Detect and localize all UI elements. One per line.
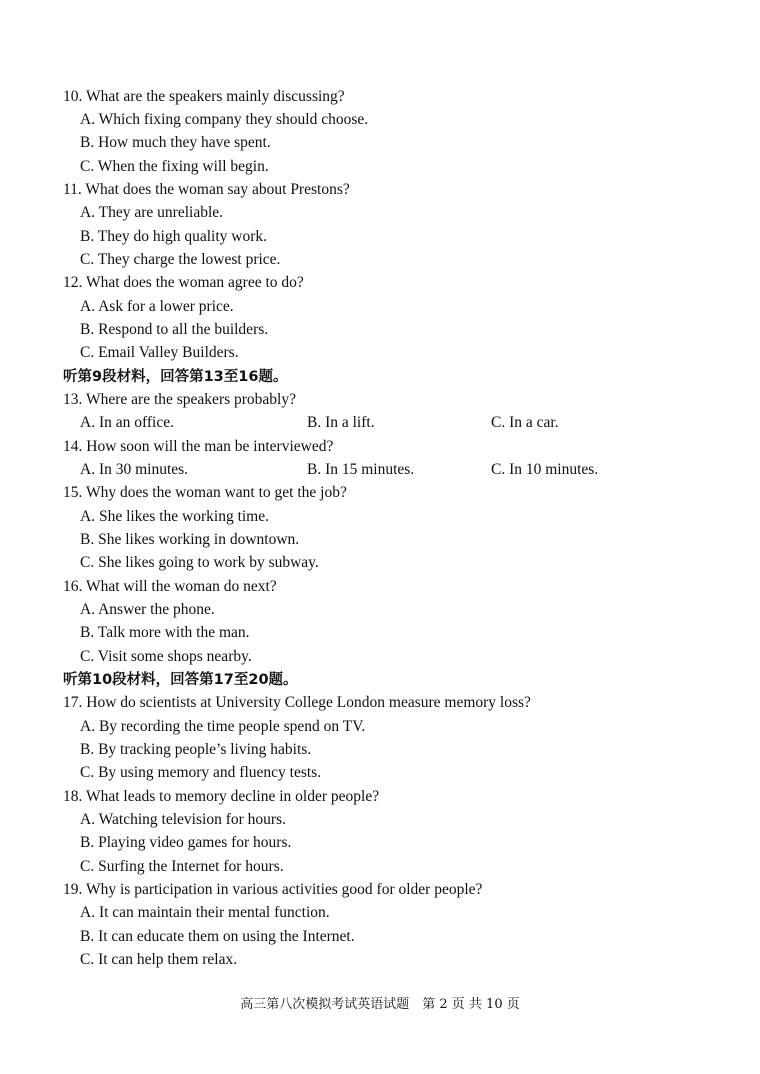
option-c: C. Email Valley Builders. — [80, 344, 239, 361]
question-number: 17. — [63, 694, 83, 711]
question-stem: How do scientists at University College London measure memory loss? — [86, 694, 531, 711]
option-a: A. It can maintain their mental function. — [80, 904, 330, 921]
question-11 — [63, 180, 350, 200]
option-a: A. She likes the working time. — [80, 508, 269, 525]
option-c: C. When the fixing will begin. — [80, 158, 269, 175]
question-stem: What will the woman do next? — [85, 578, 277, 595]
option-a: A. Watching television for hours. — [80, 811, 286, 828]
option-b: B. She likes working in downtown. — [80, 531, 300, 548]
option-c: C. They charge the lowest price. — [80, 251, 281, 268]
question-10 — [63, 87, 345, 107]
question-stem: What are the speakers mainly discussing? — [85, 88, 345, 105]
question-stem: Why is participation in various activities good for older people? — [85, 881, 483, 898]
option-c: C. By using memory and fluency tests. — [80, 764, 322, 781]
question-19 — [63, 880, 482, 900]
section-heading-10: 听第10段材料，回答第17至20题。 — [63, 672, 298, 688]
question-number: 15. — [63, 484, 83, 501]
option-b: B. In 15 minutes. — [307, 461, 415, 478]
option-a: A. In 30 minutes. — [80, 461, 189, 478]
question-16 — [63, 577, 277, 597]
question-12 — [63, 273, 304, 293]
option-b: B. Playing video games for hours. — [80, 834, 292, 851]
question-15 — [63, 483, 347, 503]
option-c: C. It can help them relax. — [80, 951, 238, 968]
question-stem: Where are the speakers probably? — [85, 391, 296, 408]
option-b: B. It can educate them on using the Internet. — [80, 928, 355, 945]
option-c: C. In 10 minutes. — [491, 461, 599, 478]
option-b: B. Respond to all the builders. — [80, 321, 269, 338]
option-c: C. In a car. — [491, 414, 559, 431]
question-number: 13. — [63, 391, 83, 408]
question-number: 11. — [63, 181, 82, 198]
question-stem: How soon will the man be interviewed? — [86, 438, 334, 455]
question-number: 14. — [63, 438, 83, 455]
option-b: B. How much they have spent. — [80, 134, 271, 151]
option-a: A. Which fixing company they should choose. — [80, 111, 369, 128]
question-stem: What leads to memory decline in older people? — [85, 788, 380, 805]
option-a: A. They are unreliable. — [80, 204, 224, 221]
option-a: A. Ask for a lower price. — [80, 298, 234, 315]
question-number: 19. — [63, 881, 83, 898]
option-c: C. She likes going to work by subway. — [80, 554, 319, 571]
question-18 — [63, 787, 379, 807]
option-b: B. In a lift. — [307, 414, 375, 431]
option-c: C. Surfing the Internet for hours. — [80, 858, 284, 875]
question-13 — [63, 390, 296, 410]
question-number: 16. — [63, 578, 83, 595]
option-b: B. Talk more with the man. — [80, 624, 250, 641]
option-a: A. Answer the phone. — [80, 601, 215, 618]
option-b: B. They do high quality work. — [80, 228, 267, 245]
question-number: 12. — [63, 274, 83, 291]
question-14 — [63, 437, 333, 457]
question-number: 18. — [63, 788, 83, 805]
question-stem: What does the woman agree to do? — [85, 274, 304, 291]
option-a: A. By recording the time people spend on TV. — [80, 718, 366, 735]
question-17 — [63, 693, 531, 713]
question-stem: What does the woman say about Prestons? — [85, 181, 350, 198]
page-footer: 高三第八次模拟考试英语试题 第 2 页 共 10 页 — [240, 997, 520, 1012]
option-b: B. By tracking people’s living habits. — [80, 741, 312, 758]
question-number: 10. — [63, 88, 83, 105]
section-heading-9: 听第9段材料，回答第13至16题。 — [63, 369, 288, 385]
option-c: C. Visit some shops nearby. — [80, 648, 252, 665]
question-stem: Why does the woman want to get the job? — [85, 484, 347, 501]
option-a: A. In an office. — [80, 414, 174, 431]
